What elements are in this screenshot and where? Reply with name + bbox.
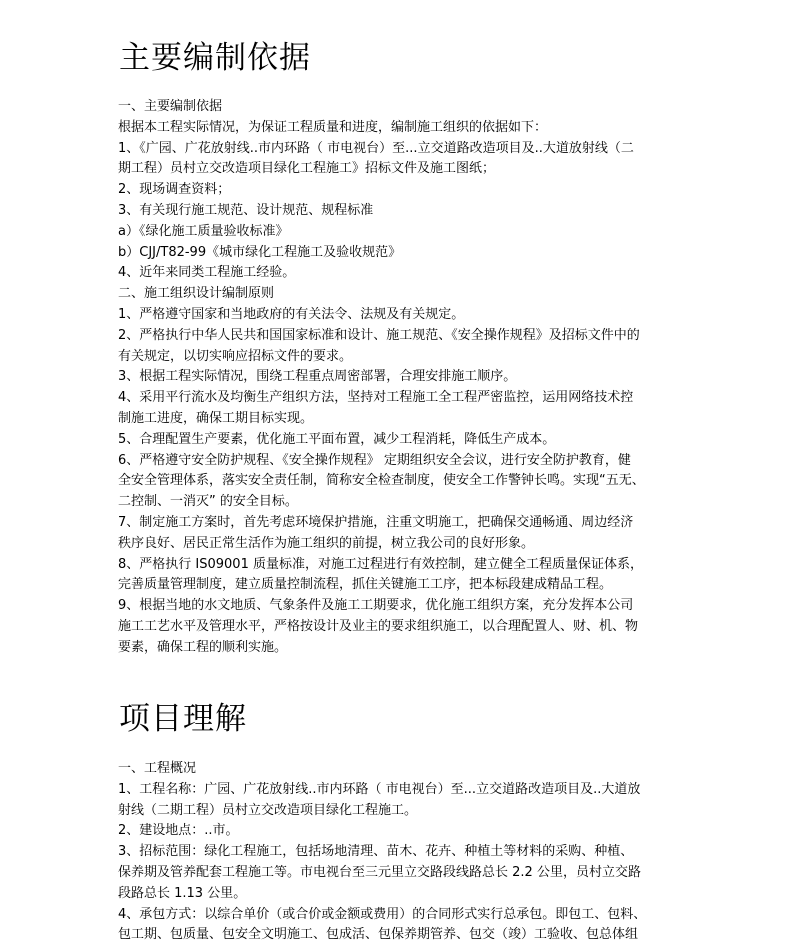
- section-title-project: 项目理解: [119, 701, 247, 737]
- text-line: 3、有关现行施工规范、设计规范、规程标准: [118, 202, 374, 218]
- text-line: 2、现场调查资料；: [118, 182, 231, 198]
- text-line: 期工程）员村立交改造项目绿化工程施工》招标文件及施工图纸；: [118, 161, 496, 177]
- text-line: 秩序良好、居民正常生活作为施工组织的前提，树立我公司的良好形象。: [118, 535, 535, 551]
- project-text-block: [118, 759, 646, 942]
- text-line: 1、工程名称：广园、广花放射线..市内环路（ 市电视台）至...立交道路改造项目及..大道放: [118, 781, 641, 797]
- section-title-basis: 主要编制依据: [119, 40, 311, 76]
- text-line: 4、采用平行流水及均衡生产组织方法，坚持对工程施工全工程严密监控，运用网络技术控: [118, 390, 634, 406]
- text-line: 1、《广园、广花放射线..市内环路（ 市电视台）至...立交道路改造项目及..大道放射线（二: [118, 140, 634, 156]
- text-line: 全安全管理体系，落实安全责任制，简称安全检查制度，使安全工作警钟长鸣。实现“五无、: [118, 473, 645, 489]
- text-line: 5、合理配置生产要素，优化施工平面布置，减少工程消耗，降低生产成本。: [118, 431, 556, 447]
- text-line: 保养期及管养配套工程施工等。市电视台至三元里立交路段线路总长 2.2 公里，员村立交路: [118, 864, 641, 880]
- text-line: 3、根据工程实际情况，围绕工程重点周密部署，合理安排施工顺序。: [118, 369, 517, 385]
- text-line: 6、严格遵守安全防护规程、《安全操作规程》 定期组织安全会议，进行安全防护教育，健: [118, 452, 631, 468]
- text-line: 要素，确保工程的顺利实施。: [118, 639, 288, 655]
- text-line: 3、招标范围：绿化工程施工，包括场地清理、苗木、花卉、种植土等材料的采购、种植、: [118, 844, 634, 860]
- text-line: 段路总长 1.13 公里。: [118, 885, 247, 901]
- text-line: 制施工进度，确保工期目标实现。: [118, 410, 314, 426]
- text-line: 4、承包方式：以综合单价（或合价或金额或费用）的合同形式实行总承包。即包工、包料、: [118, 906, 647, 922]
- text-line: 7、制定施工方案时，首先考虑环境保护措施，注重文明施工，把确保交通畅通、周边经济: [118, 514, 634, 530]
- text-line: 根据本工程实际情况，为保证工程质量和进度，编制施工组织的依据如下：: [118, 119, 548, 135]
- text-line: 有关规定，以切实响应招标文件的要求。: [118, 348, 353, 364]
- text-line: 二、施工组织设计编制原则: [118, 286, 275, 302]
- text-line: 一、主要编制依据: [118, 99, 223, 114]
- text-line: 完善质量管理制度，建立质量控制流程，抓住关键施工工序，把本标段建成精品工程。: [118, 577, 613, 593]
- text-line: 包工期、包质量、包安全文明施工、包成活、包保养期管养、包交（竣）工验收、包总体组: [118, 927, 639, 942]
- text-line: 施工工艺水平及管理水平，严格按设计及业主的要求组织施工，以合理配置人、财、机、物: [118, 618, 639, 634]
- text-line: b）CJJ/T82-99《城市绿化工程施工及验收规范》: [118, 244, 402, 260]
- text-line: 9、根据当地的水文地质、气象条件及施工工期要求，优化施工组织方案，充分发挥本公司: [118, 598, 634, 614]
- text-line: 二控制、一消灭” 的安全目标。: [118, 494, 298, 510]
- text-line: 8、严格执行 IS09001 质量标准，对施工过程进行有效控制，建立健全工程质量保证体系，: [118, 556, 643, 572]
- basis-text-block: [118, 97, 645, 659]
- text-line: 2、严格执行中华人民共和国国家标准和设计、施工规范、《安全操作规程》及招标文件中的: [118, 327, 640, 343]
- text-line: 一、工程概况: [118, 761, 197, 776]
- text-line: 4、近年来同类工程施工经验。: [118, 265, 296, 281]
- text-line: 2、建设地点：..市。: [118, 823, 239, 839]
- text-line: 1、严格遵守国家和当地政府的有关法令、法规及有关规定。: [118, 306, 465, 322]
- text-line: 射线（二期工程）员村立交改造项目绿化工程施工。: [118, 802, 418, 818]
- text-line: a）《绿化施工质量验收标准》: [118, 223, 289, 239]
